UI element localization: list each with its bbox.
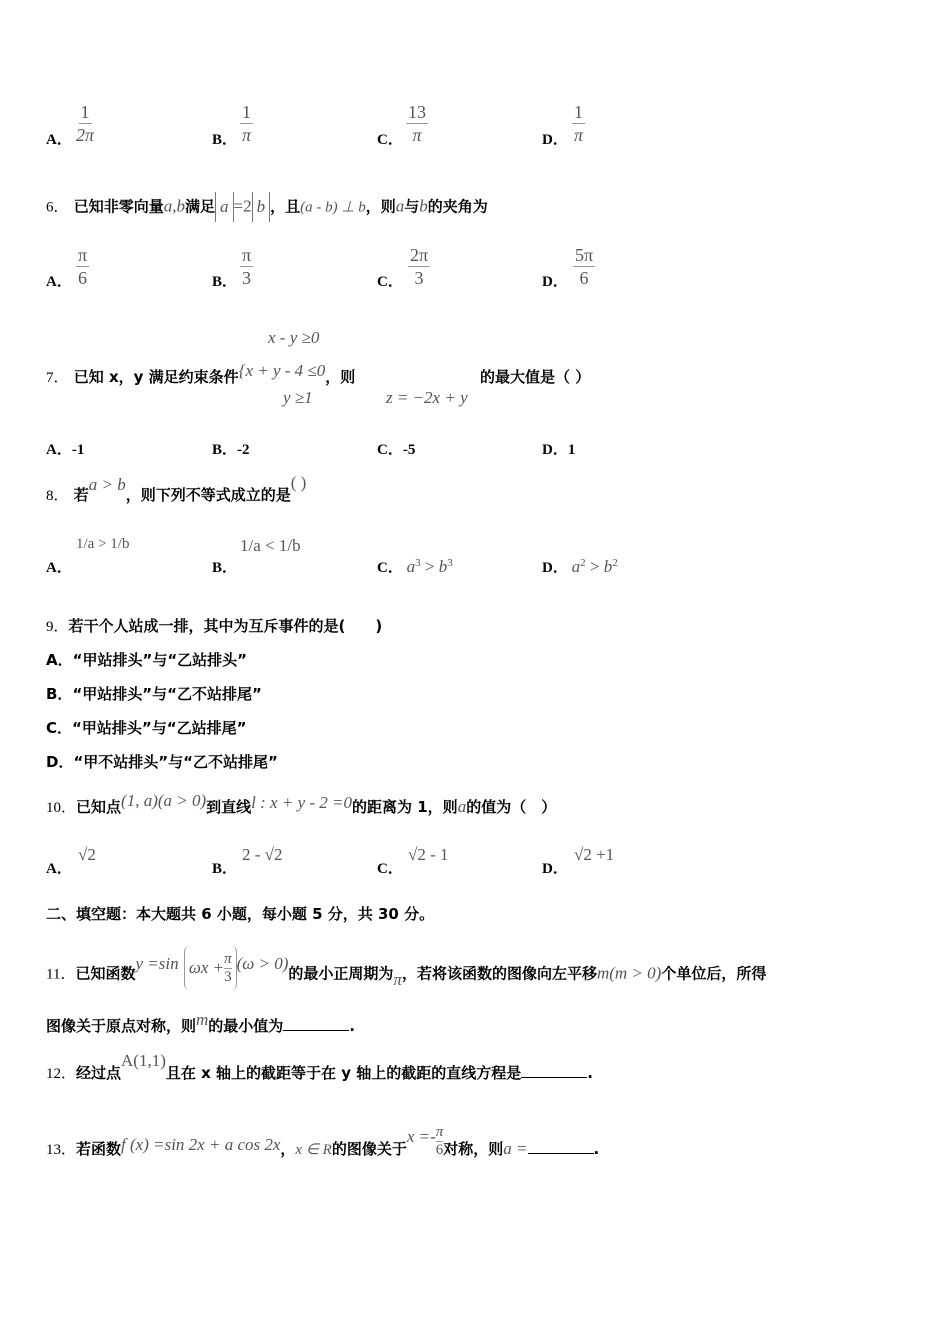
math: f (x) =sin 2x + a cos 2x <box>121 1135 281 1154</box>
option-letter: D． <box>46 753 74 771</box>
option-letter: C． <box>46 719 73 737</box>
math: a <box>395 196 405 216</box>
option-a-expr: 1/a > 1/b <box>76 536 130 552</box>
math: a,b <box>163 196 186 216</box>
text: ，若将该函数的图像向左平移 <box>401 964 597 983</box>
numerator: π <box>224 951 232 967</box>
numerator: 2π <box>410 245 429 265</box>
math: a <box>406 557 416 576</box>
text: . <box>349 1017 356 1035</box>
math: (a - b) ⊥ b <box>300 199 366 216</box>
option-letter: B． <box>212 560 238 576</box>
text: ，且 <box>270 197 301 216</box>
option-letter: A． <box>46 274 72 290</box>
option-letter: D． <box>542 132 568 148</box>
text: 的夹角为 <box>427 197 488 216</box>
numerator: 13 <box>408 102 426 122</box>
option-value: -5 <box>402 442 416 458</box>
math: =2 <box>233 196 252 216</box>
question-number: 10． <box>46 800 77 816</box>
text: 已知点 <box>76 798 122 816</box>
question-number: 12． <box>46 1066 77 1082</box>
exponent: 3 <box>415 557 421 569</box>
text: ，则下列不等式成立的是 <box>125 486 291 504</box>
option-b-fraction <box>240 244 253 289</box>
question-9 <box>46 615 382 636</box>
math: (ω > 0) <box>236 953 289 973</box>
math: m(m > 0) <box>596 963 662 983</box>
fraction <box>224 951 232 986</box>
option-letter: D． <box>542 861 568 877</box>
option-text: “甲站排头”与“乙不站排尾” <box>72 685 262 703</box>
option-a <box>46 649 247 670</box>
math: l : x + y - 2 =0 <box>251 793 353 812</box>
text: 满足 <box>185 197 216 216</box>
math: A(1,1) <box>121 1051 166 1070</box>
option-value: 1 <box>567 442 576 458</box>
text: 图像关于原点对称，则 <box>46 1017 197 1035</box>
question-11 <box>46 952 766 996</box>
option-letter: C． <box>377 132 403 148</box>
denominator: 3 <box>414 268 424 288</box>
math: x ∈ R <box>295 1142 332 1158</box>
text: 已知函数 <box>75 964 136 983</box>
option-c <box>377 556 453 577</box>
text: 的距离为 1，则 <box>352 798 458 816</box>
exponent: 3 <box>447 557 453 569</box>
option-letter: C． <box>377 442 403 458</box>
option-value: -1 <box>71 442 85 458</box>
math: (1, a)(a > 0) <box>121 791 207 810</box>
option-text: “甲不站排头”与“乙不站排尾” <box>73 753 278 771</box>
option-d-expr: √2 +1 <box>574 845 615 864</box>
option-c-fraction <box>408 244 430 289</box>
question-number: 8． <box>46 488 69 504</box>
option-d-fraction <box>573 244 595 289</box>
math: a = <box>503 1139 528 1158</box>
question-number: 7． <box>46 370 69 386</box>
numerator: 1 <box>574 102 583 122</box>
option-b-expr: 1/a < 1/b <box>240 536 301 555</box>
text: 与 <box>404 197 420 216</box>
option-letter: A． <box>46 132 72 148</box>
option-text: “甲站排头”与“乙站排头” <box>72 651 248 669</box>
text: 的图像关于 <box>331 1140 407 1158</box>
answer-paren: ( ) <box>290 473 307 492</box>
option-letter: D． <box>542 560 568 576</box>
text: 经过点 <box>76 1064 122 1082</box>
option-a-fraction <box>76 244 89 289</box>
math: π <box>393 969 402 989</box>
option-c <box>377 438 415 459</box>
option-value: -2 <box>237 442 250 458</box>
option-letter: A． <box>46 861 72 877</box>
math: a > b <box>88 475 126 494</box>
constraint-1: x - y ≥0 <box>268 328 320 347</box>
math: b <box>438 557 448 576</box>
text: 对称，则 <box>443 1140 504 1158</box>
math: b <box>252 192 271 222</box>
text: . <box>593 1140 600 1158</box>
constraint-2: {x + y - 4 ≤0 <box>238 361 326 380</box>
math: y =sin <box>135 953 179 973</box>
numerator: 1 <box>80 102 90 122</box>
option-letter: B． <box>212 442 238 458</box>
text: ，则 <box>365 197 396 216</box>
denominator: 3 <box>224 969 232 985</box>
exponent: 2 <box>612 557 618 569</box>
question-number: 9． <box>46 619 69 635</box>
numerator: 1 <box>242 102 251 122</box>
math: a <box>571 557 581 576</box>
question-number: 6． <box>46 199 69 216</box>
section-heading: 二、填空题：本大题共 6 小题，每小题 5 分，共 30 分。 <box>46 905 435 923</box>
math: > <box>420 557 439 576</box>
question-10 <box>46 791 557 817</box>
denominator: 2π <box>76 125 95 145</box>
math: m <box>196 1010 209 1029</box>
option-letter: D． <box>542 274 568 290</box>
answer-blank[interactable] <box>283 1016 349 1031</box>
denominator: 6 <box>78 268 88 288</box>
math: a <box>457 797 467 816</box>
option-letter: A． <box>46 560 72 576</box>
math: x =- <box>406 1127 436 1146</box>
option-b-expr: 2 - √2 <box>242 845 283 864</box>
text: 的最小值为 <box>208 1017 284 1035</box>
option-text: “甲站排头”与“乙站排尾” <box>72 719 247 737</box>
numerator: 5π <box>575 245 594 265</box>
option-letter: B． <box>212 274 238 290</box>
exponent: 2 <box>580 557 586 569</box>
math: b <box>603 557 613 576</box>
option-d <box>542 556 618 577</box>
text: . <box>587 1064 593 1082</box>
option-a <box>46 438 84 459</box>
option-letter: A． <box>46 442 72 458</box>
answer-blank[interactable] <box>528 1139 594 1154</box>
text: 且在 x 轴上的截距等于在 y 轴上的截距的直线方程是 <box>165 1064 522 1082</box>
option-letter: C． <box>377 861 403 877</box>
text: 到直线 <box>206 798 252 816</box>
option-c-expr: √2 - 1 <box>408 845 449 864</box>
answer-blank[interactable] <box>521 1063 587 1078</box>
math: > <box>585 557 604 576</box>
option-letter: C． <box>377 560 403 576</box>
question-7 <box>46 361 356 387</box>
question-11-cont <box>46 1010 356 1036</box>
text: 的最小正周期为 <box>288 964 394 983</box>
math: a <box>215 192 234 222</box>
question-8 <box>46 473 307 505</box>
option-c-fraction <box>406 101 428 146</box>
numerator: π <box>435 1124 444 1140</box>
text: 若干个人站成一排，其中为互斥事件的是( ) <box>68 617 383 635</box>
objective-function: z = −2x + y <box>386 388 468 407</box>
option-a-expr: √2 <box>78 845 96 864</box>
text: ， <box>280 1140 296 1158</box>
text: 若函数 <box>76 1140 122 1158</box>
text: 的值为（ ） <box>466 798 557 816</box>
fraction <box>436 1124 444 1159</box>
question-6 <box>46 192 488 222</box>
question-number: 11． <box>46 966 76 983</box>
text: ，则 <box>325 368 356 386</box>
option-letter: D． <box>542 442 568 458</box>
option-d <box>46 751 278 772</box>
text: 已知 x，y 满足约束条件 <box>73 368 239 386</box>
question-13 <box>46 1124 600 1167</box>
option-letter: B． <box>46 685 73 703</box>
denominator: 3 <box>242 268 252 288</box>
paren-group <box>184 946 237 990</box>
question-12 <box>46 1051 593 1083</box>
denominator: 6 <box>435 1142 444 1158</box>
option-letter: B． <box>212 861 238 877</box>
question-number: 13． <box>46 1142 77 1158</box>
math: b <box>419 196 428 216</box>
denominator: 6 <box>579 268 589 288</box>
denominator: π <box>573 125 584 145</box>
text: 个单位后，所得 <box>661 964 767 983</box>
numerator: π <box>242 245 252 265</box>
constraint-3: y ≥1 <box>283 388 313 407</box>
option-letter: C． <box>377 274 403 290</box>
option-b-fraction <box>240 101 253 146</box>
option-d <box>542 438 575 459</box>
option-letter: B． <box>212 132 238 148</box>
denominator: π <box>241 125 252 145</box>
option-b <box>212 438 250 459</box>
numerator: π <box>78 245 88 265</box>
option-c <box>46 717 246 738</box>
option-d-fraction <box>572 101 585 146</box>
text: 若 <box>73 486 89 504</box>
denominator: π <box>412 125 422 145</box>
option-a-fraction <box>76 101 94 146</box>
text: 的最大值是（ ） <box>480 368 591 386</box>
math: ωx + <box>188 958 225 977</box>
option-letter: A． <box>46 651 73 669</box>
text: 已知非零向量 <box>73 197 164 216</box>
option-b <box>46 683 262 704</box>
